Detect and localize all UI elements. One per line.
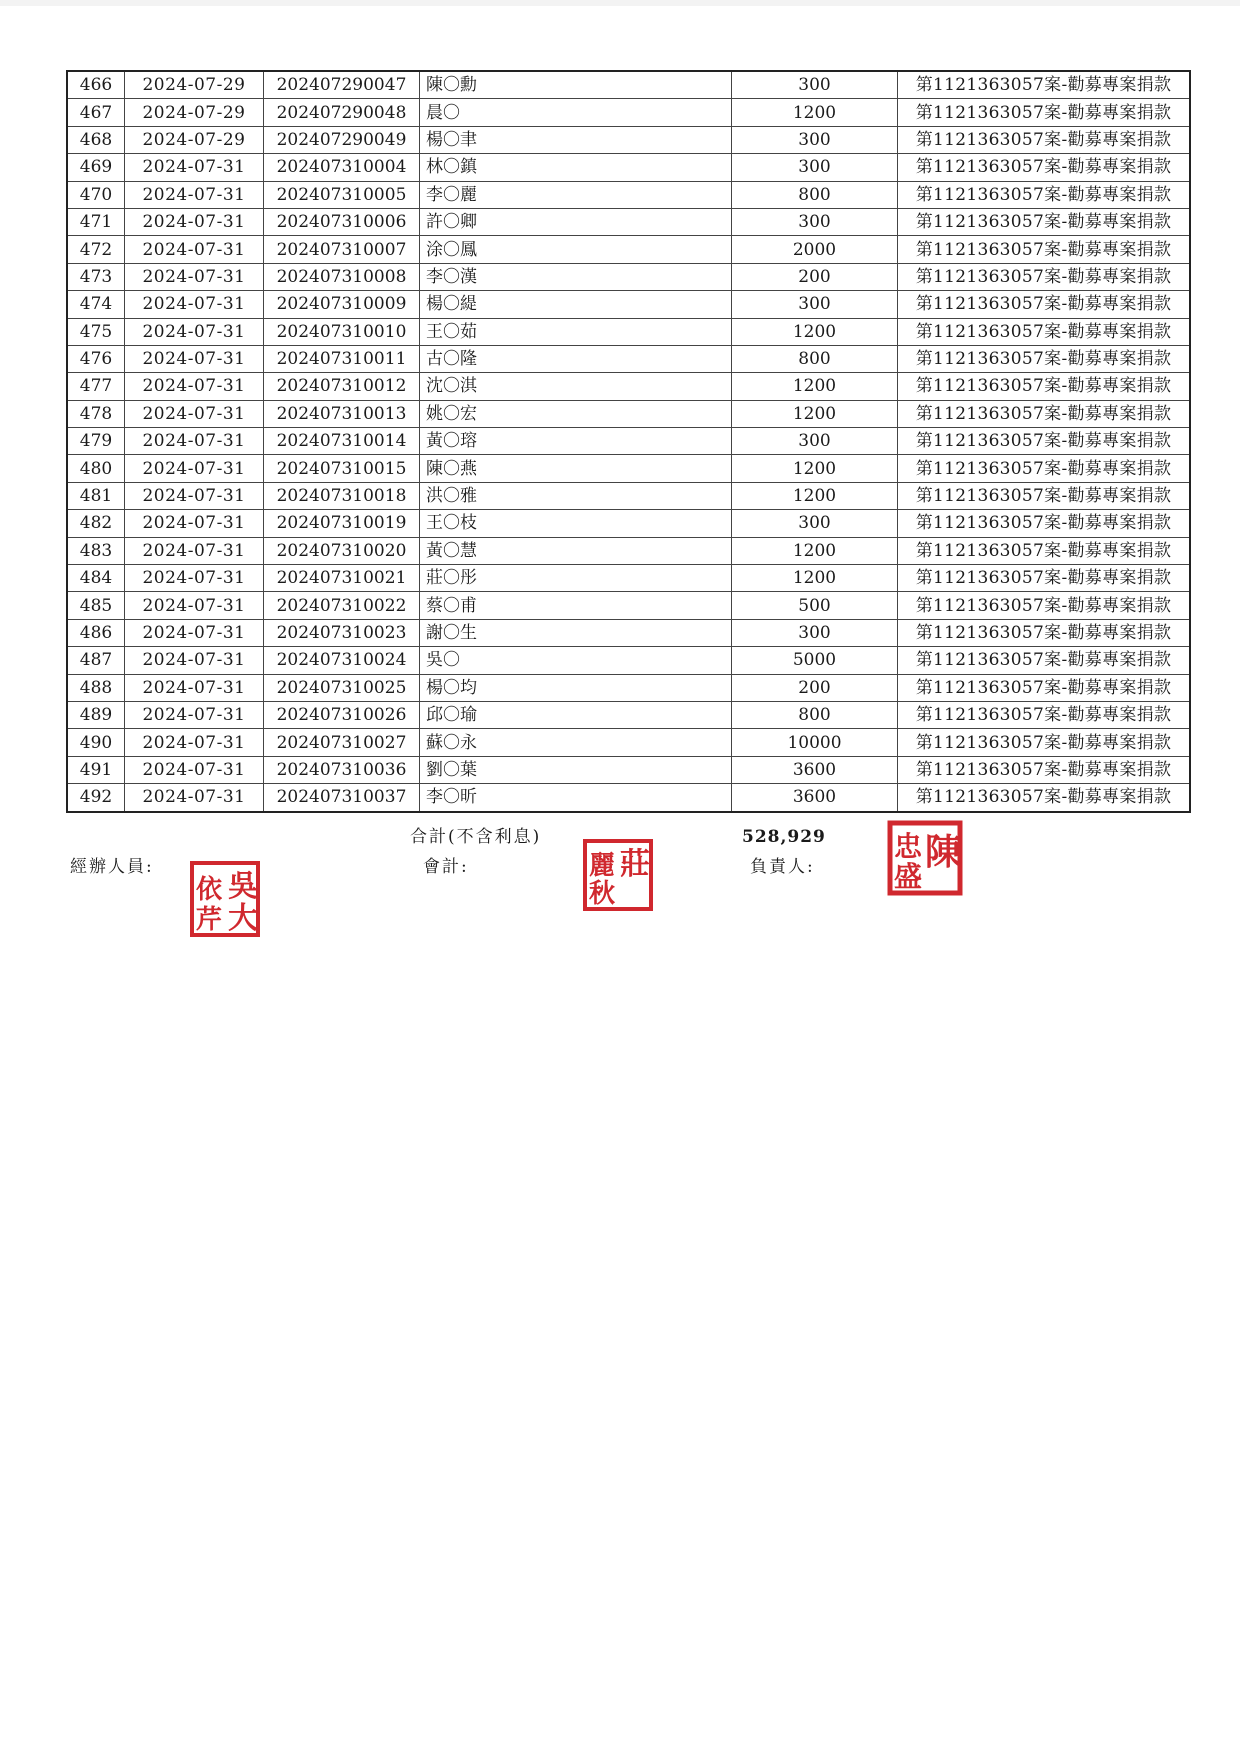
row-number: 478	[67, 400, 125, 427]
row-number: 469	[67, 154, 125, 181]
row-receipt-number: 202407310012	[264, 373, 420, 400]
row-receipt-number: 202407310036	[264, 756, 420, 783]
row-receipt-number: 202407310020	[264, 537, 420, 564]
row-number: 476	[67, 345, 125, 372]
row-receipt-number: 202407310014	[264, 428, 420, 455]
row-date: 2024-07-31	[125, 482, 264, 509]
row-amount: 1200	[732, 400, 898, 427]
row-amount: 300	[732, 291, 898, 318]
row-description: 第1121363057案-勸募專案捐款	[898, 482, 1191, 509]
row-description: 第1121363057案-勸募專案捐款	[898, 400, 1191, 427]
row-date: 2024-07-31	[125, 647, 264, 674]
table-row	[67, 181, 1190, 208]
row-amount: 300	[732, 126, 898, 153]
row-description: 第1121363057案-勸募專案捐款	[898, 318, 1191, 345]
row-number: 491	[67, 756, 125, 783]
row-receipt-number: 202407310024	[264, 647, 420, 674]
responsible-seal-stamp	[887, 820, 963, 896]
svg-text:忠: 忠	[893, 830, 923, 863]
table-row	[67, 428, 1190, 455]
row-receipt-number: 202407290049	[264, 126, 420, 153]
row-number: 470	[67, 181, 125, 208]
row-amount: 800	[732, 701, 898, 728]
row-amount: 3600	[732, 756, 898, 783]
row-amount: 1200	[732, 482, 898, 509]
table-row	[67, 99, 1190, 126]
table-row	[67, 701, 1190, 728]
row-date: 2024-07-31	[125, 537, 264, 564]
row-number: 475	[67, 318, 125, 345]
row-amount: 200	[732, 674, 898, 701]
row-date: 2024-07-31	[125, 455, 264, 482]
row-number: 482	[67, 510, 125, 537]
row-date: 2024-07-31	[125, 510, 264, 537]
row-date: 2024-07-31	[125, 373, 264, 400]
table-row	[67, 455, 1190, 482]
row-receipt-number: 202407310009	[264, 291, 420, 318]
row-donor-name: 許〇卿	[420, 208, 732, 235]
svg-text:依: 依	[195, 875, 223, 905]
row-donor-name: 蘇〇永	[420, 729, 732, 756]
row-description: 第1121363057案-勸募專案捐款	[898, 236, 1191, 263]
row-amount: 3600	[732, 784, 898, 812]
svg-text:芹: 芹	[195, 905, 223, 935]
row-description: 第1121363057案-勸募專案捐款	[898, 373, 1191, 400]
row-date: 2024-07-31	[125, 592, 264, 619]
row-amount: 800	[732, 345, 898, 372]
table-row	[67, 510, 1190, 537]
table-row	[67, 565, 1190, 592]
table-row	[67, 263, 1190, 290]
row-date: 2024-07-29	[125, 126, 264, 153]
row-amount: 1200	[732, 318, 898, 345]
row-donor-name: 林〇鎮	[420, 154, 732, 181]
row-description: 第1121363057案-勸募專案捐款	[898, 181, 1191, 208]
row-number: 480	[67, 455, 125, 482]
responsible-label: 負責人:	[750, 857, 815, 877]
row-donor-name: 黃〇瑢	[420, 428, 732, 455]
svg-text:盛: 盛	[893, 860, 923, 893]
table-row	[67, 784, 1190, 812]
row-amount: 1200	[732, 537, 898, 564]
row-receipt-number: 202407310006	[264, 208, 420, 235]
table-row	[67, 756, 1190, 783]
row-donor-name: 陳〇燕	[420, 455, 732, 482]
row-date: 2024-07-31	[125, 154, 264, 181]
table-row	[67, 345, 1190, 372]
row-date: 2024-07-31	[125, 784, 264, 812]
row-number: 492	[67, 784, 125, 812]
svg-text:秋: 秋	[588, 879, 616, 909]
row-receipt-number: 202407310015	[264, 455, 420, 482]
row-description: 第1121363057案-勸募專案捐款	[898, 592, 1191, 619]
table-row	[67, 647, 1190, 674]
row-amount: 1200	[732, 99, 898, 126]
row-description: 第1121363057案-勸募專案捐款	[898, 701, 1191, 728]
row-receipt-number: 202407310021	[264, 565, 420, 592]
row-donor-name: 李〇麗	[420, 181, 732, 208]
row-description: 第1121363057案-勸募專案捐款	[898, 126, 1191, 153]
row-date: 2024-07-31	[125, 756, 264, 783]
row-donor-name: 陳〇勳	[420, 71, 732, 99]
row-receipt-number: 202407310037	[264, 784, 420, 812]
row-amount: 300	[732, 619, 898, 646]
row-donor-name: 黃〇慧	[420, 537, 732, 564]
svg-text:陳: 陳	[924, 831, 962, 873]
row-date: 2024-07-31	[125, 701, 264, 728]
row-donor-name: 楊〇均	[420, 674, 732, 701]
row-description: 第1121363057案-勸募專案捐款	[898, 510, 1191, 537]
table-row	[67, 537, 1190, 564]
row-number: 467	[67, 99, 125, 126]
row-donor-name: 沈〇淇	[420, 373, 732, 400]
row-number: 490	[67, 729, 125, 756]
row-date: 2024-07-31	[125, 318, 264, 345]
row-number: 481	[67, 482, 125, 509]
row-number: 471	[67, 208, 125, 235]
row-description: 第1121363057案-勸募專案捐款	[898, 291, 1191, 318]
table-row	[67, 482, 1190, 509]
svg-text:麗: 麗	[588, 851, 616, 881]
row-amount: 500	[732, 592, 898, 619]
table-row	[67, 592, 1190, 619]
row-number: 489	[67, 701, 125, 728]
row-amount: 10000	[732, 729, 898, 756]
row-amount: 300	[732, 154, 898, 181]
row-description: 第1121363057案-勸募專案捐款	[898, 455, 1191, 482]
accountant-label: 會計:	[423, 857, 469, 877]
row-amount: 2000	[732, 236, 898, 263]
row-donor-name: 洪〇雅	[420, 482, 732, 509]
row-date: 2024-07-29	[125, 99, 264, 126]
row-date: 2024-07-31	[125, 729, 264, 756]
ledger-body	[67, 71, 1190, 812]
row-amount: 800	[732, 181, 898, 208]
row-description: 第1121363057案-勸募專案捐款	[898, 565, 1191, 592]
row-donor-name: 楊〇聿	[420, 126, 732, 153]
row-donor-name: 李〇漢	[420, 263, 732, 290]
row-receipt-number: 202407310004	[264, 154, 420, 181]
row-donor-name: 姚〇宏	[420, 400, 732, 427]
row-donor-name: 莊〇彤	[420, 565, 732, 592]
row-donor-name: 劉〇葉	[420, 756, 732, 783]
row-date: 2024-07-31	[125, 428, 264, 455]
table-row	[67, 208, 1190, 235]
row-description: 第1121363057案-勸募專案捐款	[898, 154, 1191, 181]
row-number: 483	[67, 537, 125, 564]
row-date: 2024-07-31	[125, 565, 264, 592]
table-row	[67, 373, 1190, 400]
svg-text:大: 大	[228, 901, 258, 936]
row-number: 484	[67, 565, 125, 592]
row-number: 468	[67, 126, 125, 153]
table-row	[67, 291, 1190, 318]
row-receipt-number: 202407310018	[264, 482, 420, 509]
total-label: 合計(不含利息)	[410, 827, 542, 847]
row-donor-name: 吳〇	[420, 647, 732, 674]
row-receipt-number: 202407310011	[264, 345, 420, 372]
row-amount: 5000	[732, 647, 898, 674]
table-row	[67, 619, 1190, 646]
row-description: 第1121363057案-勸募專案捐款	[898, 345, 1191, 372]
handler-label: 經辦人員:	[70, 857, 154, 877]
scan-top-edge	[0, 0, 1240, 6]
table-row	[67, 126, 1190, 153]
row-receipt-number: 202407310008	[264, 263, 420, 290]
row-description: 第1121363057案-勸募專案捐款	[898, 263, 1191, 290]
row-number: 477	[67, 373, 125, 400]
row-receipt-number: 202407310025	[264, 674, 420, 701]
row-donor-name: 李〇昕	[420, 784, 732, 812]
row-date: 2024-07-31	[125, 674, 264, 701]
row-donor-name: 涂〇鳳	[420, 236, 732, 263]
total-value: 528,929	[742, 827, 826, 847]
row-description: 第1121363057案-勸募專案捐款	[898, 756, 1191, 783]
row-date: 2024-07-31	[125, 263, 264, 290]
table-row	[67, 236, 1190, 263]
row-receipt-number: 202407310005	[264, 181, 420, 208]
row-donor-name: 晨〇	[420, 99, 732, 126]
row-receipt-number: 202407310027	[264, 729, 420, 756]
row-description: 第1121363057案-勸募專案捐款	[898, 674, 1191, 701]
row-receipt-number: 202407310010	[264, 318, 420, 345]
row-number: 479	[67, 428, 125, 455]
row-receipt-number: 202407310022	[264, 592, 420, 619]
row-description: 第1121363057案-勸募專案捐款	[898, 729, 1191, 756]
row-donor-name: 謝〇生	[420, 619, 732, 646]
row-description: 第1121363057案-勸募專案捐款	[898, 619, 1191, 646]
row-date: 2024-07-31	[125, 208, 264, 235]
row-number: 487	[67, 647, 125, 674]
row-amount: 300	[732, 428, 898, 455]
row-number: 466	[67, 71, 125, 99]
row-date: 2024-07-31	[125, 400, 264, 427]
row-receipt-number: 202407290047	[264, 71, 420, 99]
row-receipt-number: 202407310013	[264, 400, 420, 427]
table-row	[67, 318, 1190, 345]
row-description: 第1121363057案-勸募專案捐款	[898, 647, 1191, 674]
row-number: 472	[67, 236, 125, 263]
row-donor-name: 王〇枝	[420, 510, 732, 537]
row-amount: 300	[732, 71, 898, 99]
row-donor-name: 蔡〇甫	[420, 592, 732, 619]
donation-ledger-table	[66, 70, 1191, 813]
row-number: 486	[67, 619, 125, 646]
table-row	[67, 674, 1190, 701]
row-number: 488	[67, 674, 125, 701]
row-date: 2024-07-31	[125, 345, 264, 372]
row-amount: 1200	[732, 565, 898, 592]
row-description: 第1121363057案-勸募專案捐款	[898, 99, 1191, 126]
svg-text:莊: 莊	[620, 847, 650, 882]
row-donor-name: 古〇隆	[420, 345, 732, 372]
accountant-seal-stamp	[582, 838, 654, 912]
row-date: 2024-07-31	[125, 619, 264, 646]
row-number: 473	[67, 263, 125, 290]
row-donor-name: 王〇茹	[420, 318, 732, 345]
row-receipt-number: 202407310023	[264, 619, 420, 646]
row-donor-name: 楊〇緹	[420, 291, 732, 318]
handler-seal-stamp	[189, 860, 261, 938]
row-receipt-number: 202407310026	[264, 701, 420, 728]
table-row	[67, 71, 1190, 99]
row-amount: 200	[732, 263, 898, 290]
table-row	[67, 400, 1190, 427]
row-receipt-number: 202407310019	[264, 510, 420, 537]
row-date: 2024-07-29	[125, 71, 264, 99]
row-date: 2024-07-31	[125, 291, 264, 318]
table-row	[67, 154, 1190, 181]
row-description: 第1121363057案-勸募專案捐款	[898, 208, 1191, 235]
row-number: 474	[67, 291, 125, 318]
table-row	[67, 729, 1190, 756]
row-description: 第1121363057案-勸募專案捐款	[898, 71, 1191, 99]
row-amount: 300	[732, 510, 898, 537]
row-date: 2024-07-31	[125, 236, 264, 263]
row-receipt-number: 202407310007	[264, 236, 420, 263]
row-amount: 300	[732, 208, 898, 235]
row-receipt-number: 202407290048	[264, 99, 420, 126]
row-amount: 1200	[732, 373, 898, 400]
row-date: 2024-07-31	[125, 181, 264, 208]
row-number: 485	[67, 592, 125, 619]
row-donor-name: 邱〇瑜	[420, 701, 732, 728]
row-description: 第1121363057案-勸募專案捐款	[898, 784, 1191, 812]
row-amount: 1200	[732, 455, 898, 482]
row-description: 第1121363057案-勸募專案捐款	[898, 428, 1191, 455]
svg-text:吳: 吳	[228, 869, 258, 904]
row-description: 第1121363057案-勸募專案捐款	[898, 537, 1191, 564]
